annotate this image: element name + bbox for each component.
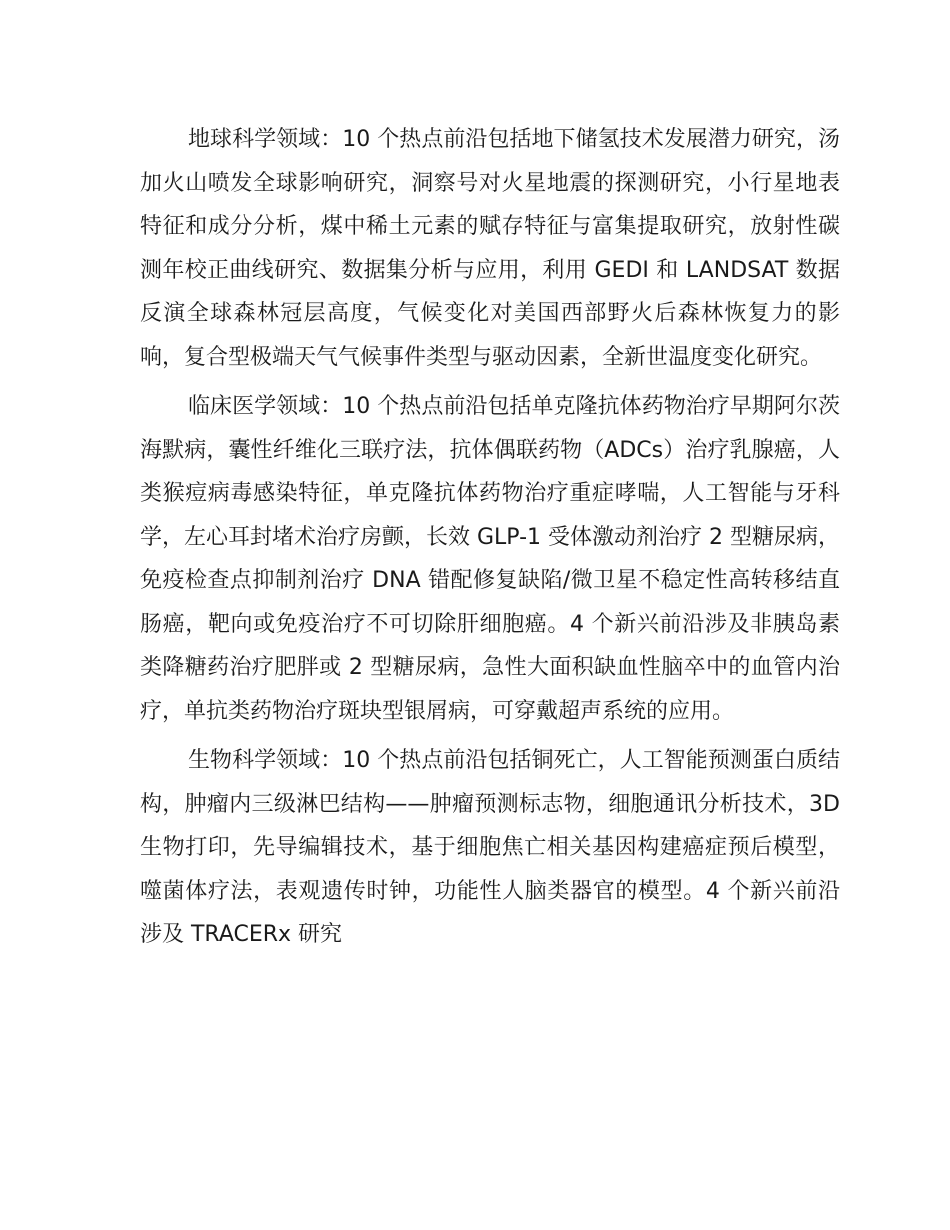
paragraph-clinical-medicine: 临床医学领域：10 个热点前沿包括单克隆抗体药物治疗早期阿尔茨海默病，囊性纤维化三联疗法，抗体偶联药物（ADCs）治疗乳腺癌，人类猴痘病毒感染特征，单克隆抗体药物治疗重症哮喘，人工智能与牙科学，左心耳封堵术治疗房颤，长效 GLP-1 受体激动剂治疗 2 型糖尿病，免疫检查点抑制剂治疗 DNA 错配修复缺陷/微卫星不稳定性高转移结直肠癌，靶向或免疫治疗不可切除肝细胞癌。4 个新兴前沿涉及非胰岛素类降糖药治疗肥胖或 2 型糖尿病，急性大面积缺血性脑卒中的血管内治疗，单抗类药物治疗斑块型银屑病，可穿戴超声系统的应用。 xyxy=(140,394,840,724)
paragraph-earth-science: 地球科学领域：10 个热点前沿包括地下储氢技术发展潜力研究，汤加火山喷发全球影响研究，洞察号对火星地震的探测研究，小行星地表特征和成分分析，煤中稀土元素的赋存特征与富集提取研究，放射性碳测年校正曲线研究、数据集分析与应用，利用 GEDI 和 LANDSAT 数据反演全球森林冠层高度，气候变化对美国西部野火后森林恢复力的影响，复合型极端天气气候事件类型与驱动因素，全新世温度变化研究。 xyxy=(140,127,840,370)
document-page xyxy=(140,118,840,963)
paragraph-biology: 生物科学领域：10 个热点前沿包括铜死亡，人工智能预测蛋白质结构，肿瘤内三级淋巴结构——肿瘤预测标志物，细胞通讯分析技术，3D 生物打印，先导编辑技术，基于细胞焦亡相关基因构建癌症预后模型，噬菌体疗法，表观遗传时钟，功能性人脑类器官的模型。4 个新兴前沿涉及 TRACERx 研究 xyxy=(140,748,840,947)
